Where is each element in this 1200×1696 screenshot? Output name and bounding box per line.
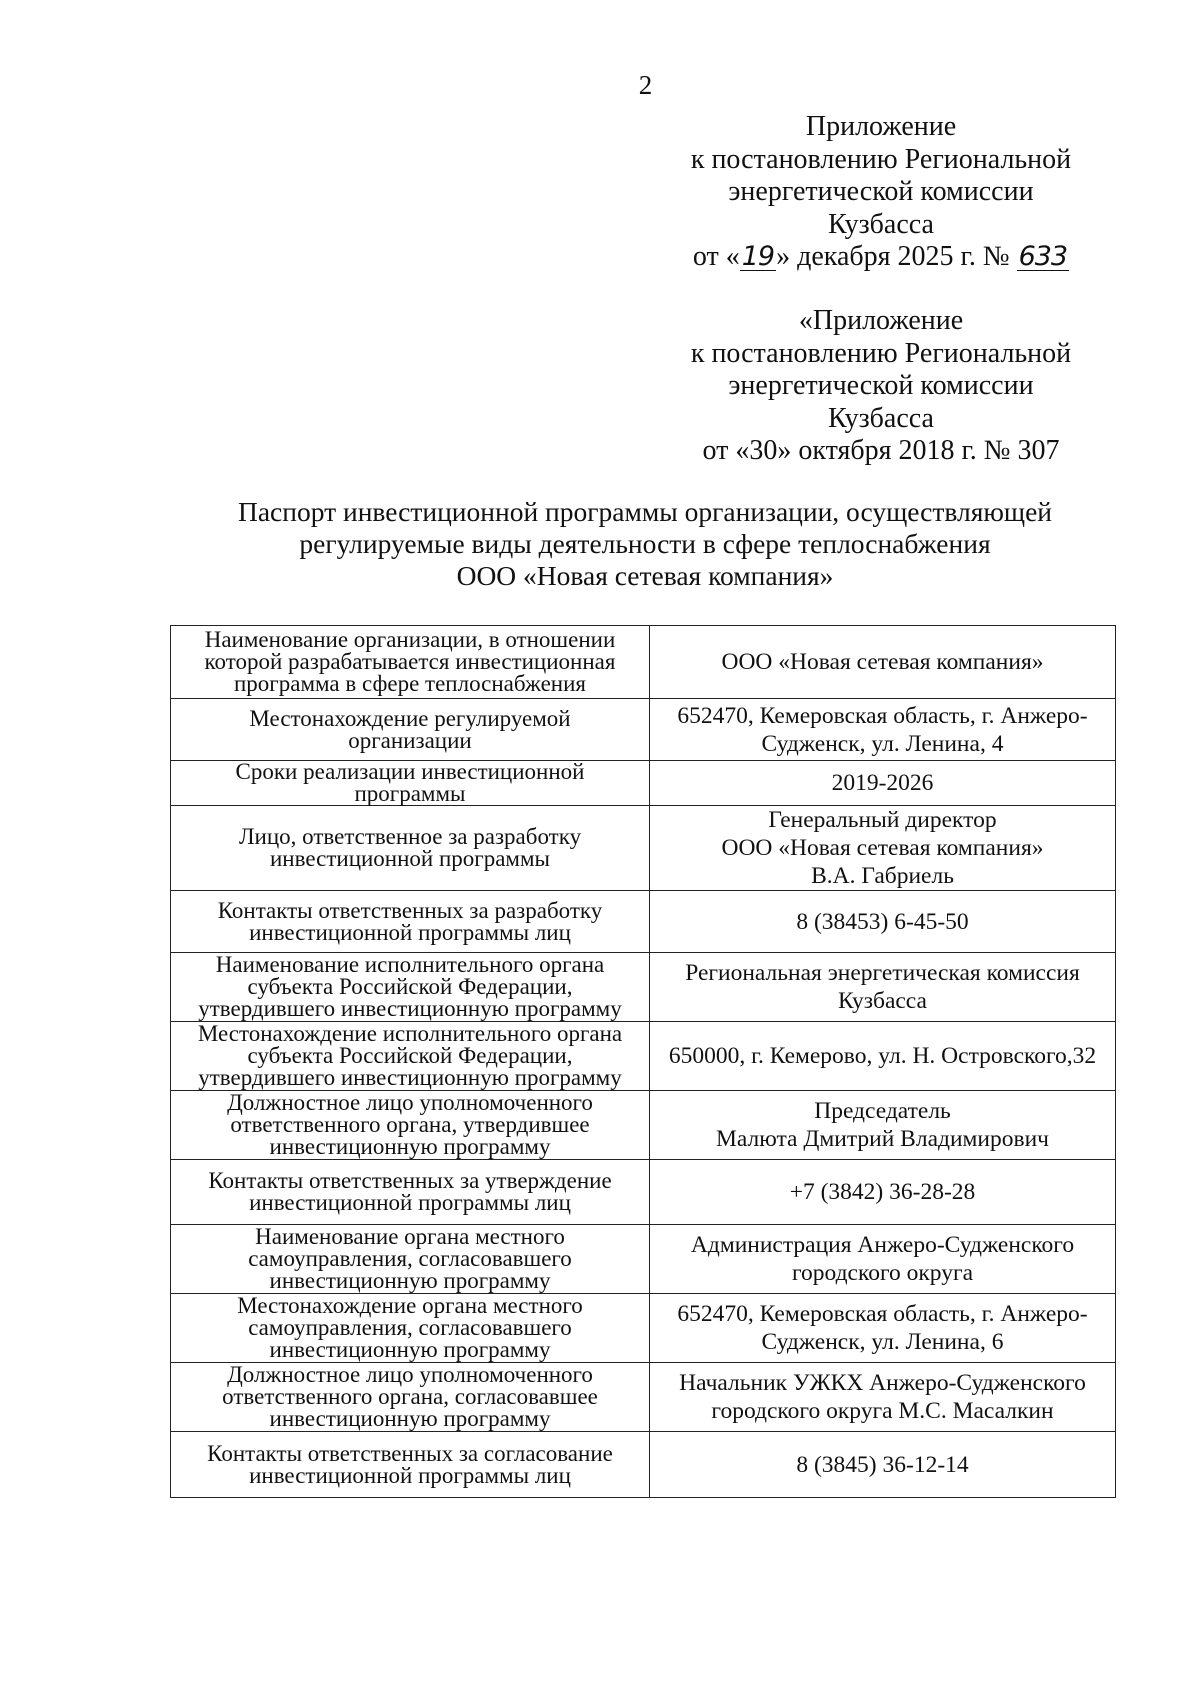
appendix-current-line3: энергетической комиссии [728,176,1034,207]
row-label-line: ответственного органа, согласовавшее [222,1384,598,1409]
row-label-line: Наименование исполнительного органа [215,952,605,977]
row-value [650,891,1116,953]
row-label-line: утвердившего инвестиционную программу [198,1065,622,1090]
row-value [650,1160,1116,1225]
appendix-original-line5: от «30» октября 2018 г. № 307 [702,435,1060,466]
date-prefix: от « [692,241,740,272]
row-label [171,699,650,761]
row-value [650,1225,1116,1294]
row-value-line: 8 (38453) 6-45-50 [796,908,969,935]
row-label [171,1363,650,1432]
title-line2: регулируемые виды деятельности в сфере теплоснабжения [299,528,991,559]
table-row [171,626,1116,699]
row-value-line: ООО «Новая сетевая компания» [721,835,1044,861]
row-label-line: программы [354,781,466,806]
row-value [650,1294,1116,1363]
row-value-line: Генеральный директор [768,807,997,833]
row-label-line: Наименование органа местного [255,1224,565,1249]
row-value [650,1091,1116,1160]
row-value-line: городского округа М.С. Масалкин [711,1398,1054,1424]
row-value [650,953,1116,1022]
appendix-original-line3: энергетической комиссии [728,370,1034,401]
row-label [171,806,650,891]
row-value-line: Судженск, ул. Ленина, 4 [761,730,1004,757]
row-label [171,891,650,953]
appendix-current-line1: Приложение [805,111,957,142]
table-row [171,761,1116,806]
row-label-line: утвердившего инвестиционную программу [198,996,622,1021]
row-value-line: Судженск, ул. Ленина, 6 [761,1329,1004,1355]
appendix-current-header [640,111,1122,274]
table-row [171,699,1116,761]
row-value [650,1022,1116,1091]
row-label-line: инвестиционную программу [269,1134,551,1159]
row-label-line: инвестиционную программу [269,1406,551,1431]
row-value-line: ООО «Новая сетевая компания» [721,649,1044,675]
row-label-line: организации [348,727,472,753]
row-label [171,1022,650,1091]
row-label-line: инвестиционной программы лиц [249,919,571,945]
row-label [171,1294,650,1363]
row-label-line: инвестиционную программу [269,1337,551,1362]
handwritten-number: 633 [1018,241,1068,272]
row-label-line: Должностное лицо уполномоченного [227,1362,593,1387]
row-value-line: Региональная энергетическая комиссия [685,960,1080,986]
page-number: 2 [638,70,653,100]
row-value-line: Начальник УЖКХ Анжеро-Судженского [679,1370,1086,1396]
handwritten-day: 19 [741,241,775,272]
row-label-line: инвестиционной программы лиц [249,1190,571,1215]
row-label [171,1432,650,1498]
row-value-line: Малюта Дмитрий Владимирович [716,1126,1049,1152]
passport-table [170,625,1116,1498]
row-value [650,626,1116,699]
table-row [171,891,1116,953]
row-label [171,1160,650,1225]
appendix-current-line2: к постановлению Региональной [690,143,1072,175]
row-value [650,761,1116,806]
row-value [650,1432,1116,1498]
row-label-line: которой разрабатывается инвестиционная [204,649,616,674]
appendix-original-line1: «Приложение [798,305,964,336]
title-line1: Паспорт инвестиционной программы организации, осуществляющей [237,496,1053,527]
row-label-line: субъекта Российской Федерации, [247,974,573,999]
row-label [171,1225,650,1294]
row-label-line: программа в сфере теплоснабжения [234,671,586,696]
row-value-line: 2019-2026 [831,770,934,796]
row-label-line: Сроки реализации инвестиционной [235,759,585,784]
row-label-line: ответственного органа, утвердившее [230,1112,590,1137]
table-row [171,1022,1116,1091]
row-label-line: Контакты ответственных за согласование [207,1440,613,1466]
row-label-line: Лицо, ответственное за разработку [238,824,582,849]
row-label-line: Контакты ответственных за разработку [217,897,603,923]
row-label-line: инвестиционной программы лиц [249,1462,571,1488]
appendix-original-line2: к постановлению Региональной [690,337,1072,369]
row-value [650,699,1116,761]
appendix-current-date-line [640,241,1122,274]
row-label-line: инвестиционной программы [270,846,550,871]
appendix-current-line4: Кузбасса [828,208,934,240]
table-row [171,1160,1116,1225]
table-row [171,1225,1116,1294]
row-value-line: 8 (3845) 36-12-14 [796,1451,969,1478]
row-label-line: инвестиционную программу [269,1268,551,1293]
appendix-original-header [640,305,1122,468]
row-label-line: Наименование организации, в отношении [204,627,616,652]
row-label-line: самоуправления, согласовавшего [248,1315,572,1340]
row-value-line: 652470, Кемеровская область, г. Анжеро- [677,1301,1088,1327]
date-middle: » декабря 2025 г. № [776,241,1010,272]
row-label-line: Местонахождение регулируемой [249,705,571,731]
row-label-line: Местонахождение органа местного [237,1293,583,1318]
row-value-line: Председатель [814,1098,951,1124]
table-row [171,1432,1116,1498]
row-value [650,1363,1116,1432]
row-label-line: Должностное лицо уполномоченного [227,1090,593,1115]
row-label [171,761,650,806]
row-value-line: 652470, Кемеровская область, г. Анжеро- [677,702,1088,729]
table-row [171,806,1116,891]
row-value-line: +7 (3842) 36-28-28 [789,1179,976,1205]
row-label [171,1091,650,1160]
table-row [171,1294,1116,1363]
row-value-line: Кузбасса [838,988,927,1014]
table-row [171,1091,1116,1160]
row-value [650,806,1116,891]
row-label-line: Контакты ответственных за утверждение [208,1168,612,1193]
document-title [160,496,1130,592]
row-label-line: самоуправления, согласовавшего [248,1246,572,1271]
title-line3: ООО «Новая сетевая компания» [456,560,834,591]
appendix-original-line4: Кузбасса [828,402,934,434]
table-row [171,1363,1116,1432]
row-label-line: субъекта Российской Федерации, [247,1043,573,1068]
row-value-line: Администрация Анжеро-Судженского [690,1232,1075,1258]
row-label [171,953,650,1022]
row-value-line: 650000, г. Кемерово, ул. Н. Островского,32 [668,1043,1097,1069]
row-label-line: Местонахождение исполнительного органа [197,1021,623,1046]
row-value-line: городского округа [791,1260,974,1286]
row-label [171,626,650,699]
row-value-line: В.А. Габриель [811,863,954,889]
table-row [171,953,1116,1022]
